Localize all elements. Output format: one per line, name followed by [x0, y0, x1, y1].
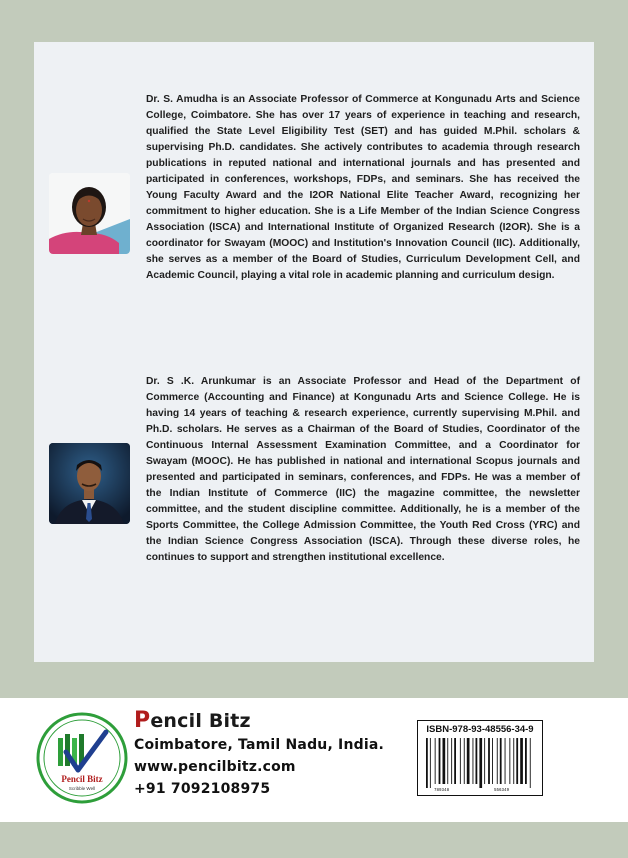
author-bio-1: Dr. S. Amudha is an Associate Professor of Commerce at Kongunadu Arts and Science College, Coimbatore. She has over 17 years of experience in teaching and research, qualified the State Level Eligibility Test (SET) and has guided M.Phil. scholars & supervising Ph.D. candidates. She actively contributes to academia through research publications in reputed national and international journals and has presented and participated in conferences, workshops, FDPs, and seminars. She has received the Young Faculty Award and the I2OR National Elite Teacher Award, recognizing her commitment to higher education. She is a Life Member of the Indian Science Congress Association (ISCA) and International Institute of Organized Research (I2OR). She is a coordinator for Swayam (MOOC) and Institution's Innovation Council (IIC). Additionally, she serves as a member of the Board of Studies, Curriculum Development Cell, and Academic Council, playing a vital role in academic planning and curriculum design. [146, 94, 580, 281]
publisher-address: Coimbatore, Tamil Nadu, India. [134, 737, 385, 753]
barcode-bar [525, 738, 527, 784]
isbn-label: ISBN-978-93-48556-34-9 [426, 724, 534, 735]
barcode-bar [430, 738, 431, 788]
barcode-bar [426, 738, 428, 788]
publisher-website: www.pencilbitz.com [134, 759, 296, 775]
barcode-bar [513, 738, 514, 784]
barcode-bar [454, 738, 456, 784]
barcode-bar [509, 738, 510, 784]
author-bio-panel [34, 42, 594, 662]
barcode-bar [500, 738, 502, 784]
isbn-barcode [417, 720, 543, 796]
barcode-bar [443, 738, 446, 784]
barcode-bar [497, 738, 498, 784]
author-bio-2: Dr. S .K. Arunkumar is an Associate Professor and Head of the Department of Commerce (Accounting and Finance) at Kongunadu Arts and Science College. He is having 14 years of teaching & research experience, currently supervising M.Phil. and Ph.D. scholars. He serves as a Chairman of the Board of Studies, Coordinator of the Continuous Internal Assessment Examination Committee, and a Coordinator for Swayam (MOOC). He has published in national and international Scopus journals and presented and participated in seminars, conferences, and FDPs. He was a member of the Indian Institute of Commerce (IIC) the magazine committee, the newsletter committee, and the student discipline committee. Additionally, he is a member of the Sports Committee, the College Admission Committee, the Youth Red Cross (YRC) and the Indian Science Congress Association (ISCA). Through these diverse roles, he continues to support and strengthen institutional excellence. [146, 376, 580, 563]
barcode-bar [476, 738, 478, 784]
man-portrait-image [49, 443, 130, 524]
barcode-bar [467, 738, 470, 784]
logo-wordmark: Pencil Bitz [61, 774, 103, 784]
publisher-name [134, 708, 251, 733]
publisher-footer [0, 698, 628, 822]
barcode-bar [439, 738, 441, 784]
barcode-bar [484, 738, 485, 784]
pencil-bitz-logo-icon [36, 712, 128, 804]
barcode-bar [460, 738, 461, 784]
barcode-bar [516, 738, 518, 784]
barcode-bar [473, 738, 474, 784]
barcode-bar [464, 738, 465, 784]
barcode-digits-left: 789348 [434, 789, 450, 792]
barcode-bar [435, 738, 436, 784]
author-photo-2 [49, 443, 130, 524]
barcode-bar [451, 738, 452, 784]
barcode-bar [447, 738, 448, 784]
barcode-bar [530, 738, 531, 788]
author-photo-1 [49, 173, 130, 254]
publisher-logo [36, 712, 128, 804]
publisher-phone: +91 7092108975 [134, 781, 271, 797]
woman-portrait-image [49, 173, 130, 254]
barcode-bar [479, 738, 482, 788]
barcode-bar [505, 738, 506, 784]
publisher-name-initial: P [134, 708, 151, 733]
publisher-name-rest: encil Bitz [150, 710, 251, 732]
barcode-bar [492, 738, 493, 784]
barcode-digits-right: 556349 [494, 789, 510, 792]
barcode-bar [488, 738, 490, 784]
barcode-icon [424, 738, 536, 792]
barcode-bar [520, 738, 523, 784]
logo-tagline: Scribble Well [68, 786, 96, 791]
